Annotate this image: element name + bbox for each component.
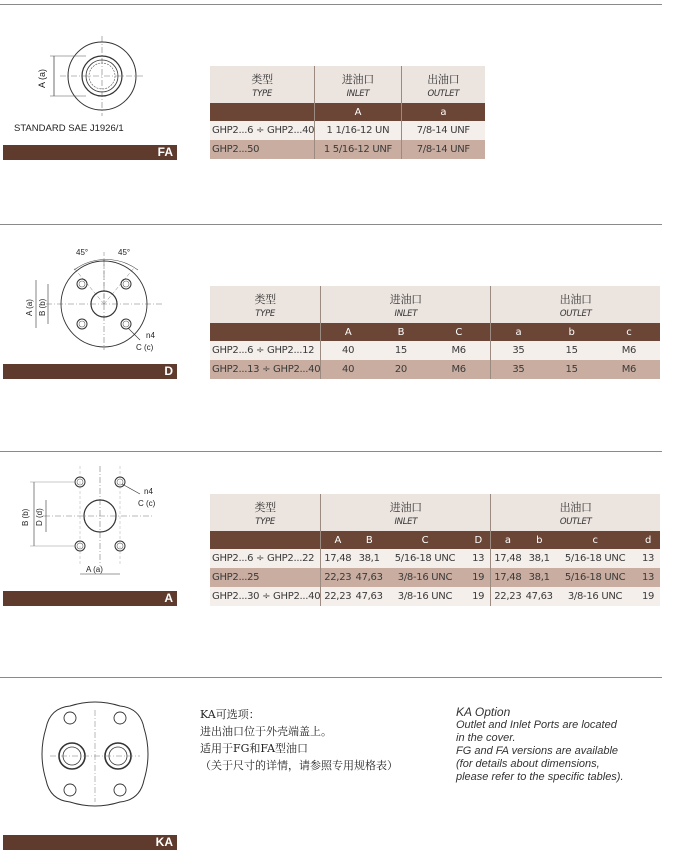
outlet-sub-header: a xyxy=(491,323,546,341)
fa-dim-label: A (a) xyxy=(37,68,47,88)
outlet-cell: 7/8-14 UNF xyxy=(401,121,485,140)
inlet-cell: 38,1 xyxy=(354,549,384,568)
table-row xyxy=(210,140,485,159)
outlet-cell: 35 xyxy=(491,360,546,379)
outlet-header-en: OUTLET xyxy=(427,88,460,99)
outlet-cell: 13 xyxy=(636,568,660,587)
ka-cover-drawing xyxy=(30,694,160,814)
inlet-header-cn: 进油口 xyxy=(389,292,422,306)
section-divider xyxy=(0,677,662,678)
section-label: FA xyxy=(157,145,173,159)
inlet-header-en: INLET xyxy=(394,516,418,527)
note-line: FG and FA versions are available xyxy=(456,745,619,757)
note-line: (for details about dimensions, xyxy=(456,758,600,770)
outlet-cell: 13 xyxy=(636,549,660,568)
note-line: 适用于FG和FA型油口 xyxy=(200,742,309,755)
outlet-cell: 35 xyxy=(491,341,546,360)
angle-label: 45° xyxy=(118,248,131,257)
d-dim-b-label: B (b) xyxy=(38,298,47,316)
d-spec-table xyxy=(210,286,660,379)
inlet-cell: 19 xyxy=(466,587,491,606)
inlet-sub-header: C xyxy=(427,323,491,341)
section-label: A xyxy=(164,591,173,605)
type-header-en: TYPE xyxy=(252,88,272,99)
note-line: （关于尺寸的详情，请参照专用规格表） xyxy=(200,759,398,772)
inlet-header-en: INLET xyxy=(346,88,370,99)
inlet-sub-header: D xyxy=(466,531,491,549)
inlet-cell: 3/8-16 UNC xyxy=(384,568,466,587)
outlet-cell: 3/8-16 UNC xyxy=(554,587,636,606)
inlet-cell: 19 xyxy=(466,568,491,587)
a-spec-table xyxy=(210,494,660,606)
section-bar-a xyxy=(3,591,177,606)
outlet-cell: 5/16-18 UNC xyxy=(554,568,636,587)
inlet-cell: 1 5/16-12 UNF xyxy=(315,140,401,159)
d-hole-count-label: n4 xyxy=(146,331,155,340)
inlet-sub-header: A xyxy=(321,531,354,549)
outlet-sub-header: b xyxy=(545,323,597,341)
note-line: 进出油口位于外壳端盖上。 xyxy=(200,725,332,738)
a-hole-count-label: n4 xyxy=(144,487,153,496)
outlet-sub-header: c xyxy=(554,531,636,549)
inlet-cell: 13 xyxy=(466,549,491,568)
table-row xyxy=(210,549,660,568)
fa-port-drawing xyxy=(30,36,150,116)
outlet-cell: 47,63 xyxy=(524,587,554,606)
outlet-sub-header: a xyxy=(491,531,524,549)
inlet-cell: 47,63 xyxy=(354,587,384,606)
note-line: KA可选项： xyxy=(200,708,260,721)
inlet-header-cn: 进油口 xyxy=(341,72,374,86)
model-cell: GHP2...25 xyxy=(210,568,321,587)
section-divider xyxy=(0,451,662,452)
section-bar-fa xyxy=(3,145,177,160)
outlet-cell: 7/8-14 UNF xyxy=(401,140,485,159)
fa-spec-table xyxy=(210,66,485,159)
a-dim-b-label: B (b) xyxy=(21,508,30,526)
model-cell: GHP2...13 ÷ GHP2...40 xyxy=(210,360,321,379)
outlet-cell: 17,48 xyxy=(491,549,524,568)
angle-label: 45° xyxy=(76,248,89,257)
inlet-cell: 22,23 xyxy=(321,568,354,587)
fa-standard-caption: STANDARD SAE J1926/1 xyxy=(14,123,124,134)
model-cell: GHP2...6 ÷ GHP2...22 xyxy=(210,549,321,568)
outlet-header-cn: 出油口 xyxy=(559,500,592,514)
outlet-sub-header: b xyxy=(524,531,554,549)
type-header-en: TYPE xyxy=(255,308,275,319)
outlet-cell: M6 xyxy=(598,360,660,379)
outlet-header-cn: 出油口 xyxy=(559,292,592,306)
a-dim-c-label: C (c) xyxy=(138,499,156,508)
note-line: Outlet and Inlet Ports are located xyxy=(456,719,617,731)
inlet-cell: M6 xyxy=(427,360,491,379)
table-row xyxy=(210,360,660,379)
inlet-sub-header: A xyxy=(321,323,375,341)
table-row xyxy=(210,121,485,140)
outlet-sub-header: c xyxy=(598,323,660,341)
type-header-cn: 类型 xyxy=(254,292,276,306)
type-header-en: TYPE xyxy=(255,516,275,527)
inlet-cell: 3/8-16 UNC xyxy=(384,587,466,606)
inlet-cell: 40 xyxy=(321,341,375,360)
outlet-sub-header: a xyxy=(401,103,485,121)
outlet-cell: 22,23 xyxy=(491,587,524,606)
section-divider xyxy=(0,4,662,5)
table-row xyxy=(210,568,660,587)
inlet-cell: 15 xyxy=(375,341,427,360)
inlet-sub-header: B xyxy=(375,323,427,341)
section-bar-d xyxy=(3,364,177,379)
note-title: KA Option xyxy=(456,705,511,719)
type-header-cn: 类型 xyxy=(251,72,273,86)
type-header-cn: 类型 xyxy=(254,500,276,514)
outlet-cell: 38,1 xyxy=(524,568,554,587)
note-line: in the cover. xyxy=(456,732,516,744)
outlet-cell: 19 xyxy=(636,587,660,606)
inlet-cell: 5/16-18 UNC xyxy=(384,549,466,568)
inlet-cell: 47,63 xyxy=(354,568,384,587)
outlet-cell: 38,1 xyxy=(524,549,554,568)
section-bar-ka xyxy=(3,835,177,850)
a-dim-a-label: A (a) xyxy=(86,565,103,574)
inlet-cell: M6 xyxy=(427,341,491,360)
inlet-sub-header: C xyxy=(384,531,466,549)
inlet-cell: 1 1/16-12 UN xyxy=(315,121,401,140)
inlet-cell: 17,48 xyxy=(321,549,354,568)
section-label: D xyxy=(164,364,173,378)
outlet-header-en: OUTLET xyxy=(559,308,592,319)
section-label: KA xyxy=(155,835,173,849)
outlet-cell: 15 xyxy=(545,341,597,360)
a-dim-d-label: D (d) xyxy=(35,508,44,526)
ka-note-english xyxy=(456,706,624,784)
inlet-sub-header: A xyxy=(315,103,401,121)
table-row xyxy=(210,587,660,606)
model-cell: GHP2...50 xyxy=(210,140,315,159)
outlet-header-en: OUTLET xyxy=(559,516,592,527)
inlet-header-en: INLET xyxy=(394,308,418,319)
outlet-cell: 5/16-18 UNC xyxy=(554,549,636,568)
d-flange-drawing xyxy=(18,240,178,360)
outlet-cell: 17,48 xyxy=(491,568,524,587)
outlet-cell: M6 xyxy=(598,341,660,360)
inlet-header-cn: 进油口 xyxy=(389,500,422,514)
outlet-cell: 15 xyxy=(545,360,597,379)
model-cell: GHP2...6 ÷ GHP2...12 xyxy=(210,341,321,360)
section-divider xyxy=(0,224,662,225)
model-cell: GHP2...30 ÷ GHP2...40 xyxy=(210,587,321,606)
inlet-sub-header: B xyxy=(354,531,384,549)
model-cell: GHP2...6 ÷ GHP2...40 xyxy=(210,121,315,140)
table-row xyxy=(210,341,660,360)
a-flange-drawing xyxy=(14,466,174,582)
inlet-cell: 40 xyxy=(321,360,375,379)
outlet-sub-header: d xyxy=(636,531,660,549)
note-line: please refer to the specific tables). xyxy=(456,771,624,783)
ka-note-chinese xyxy=(200,706,398,774)
d-dim-c-label: C (c) xyxy=(136,343,154,352)
inlet-cell: 20 xyxy=(375,360,427,379)
outlet-header-cn: 出油口 xyxy=(427,72,460,86)
d-dim-a-label: A (a) xyxy=(25,299,34,316)
inlet-cell: 22,23 xyxy=(321,587,354,606)
